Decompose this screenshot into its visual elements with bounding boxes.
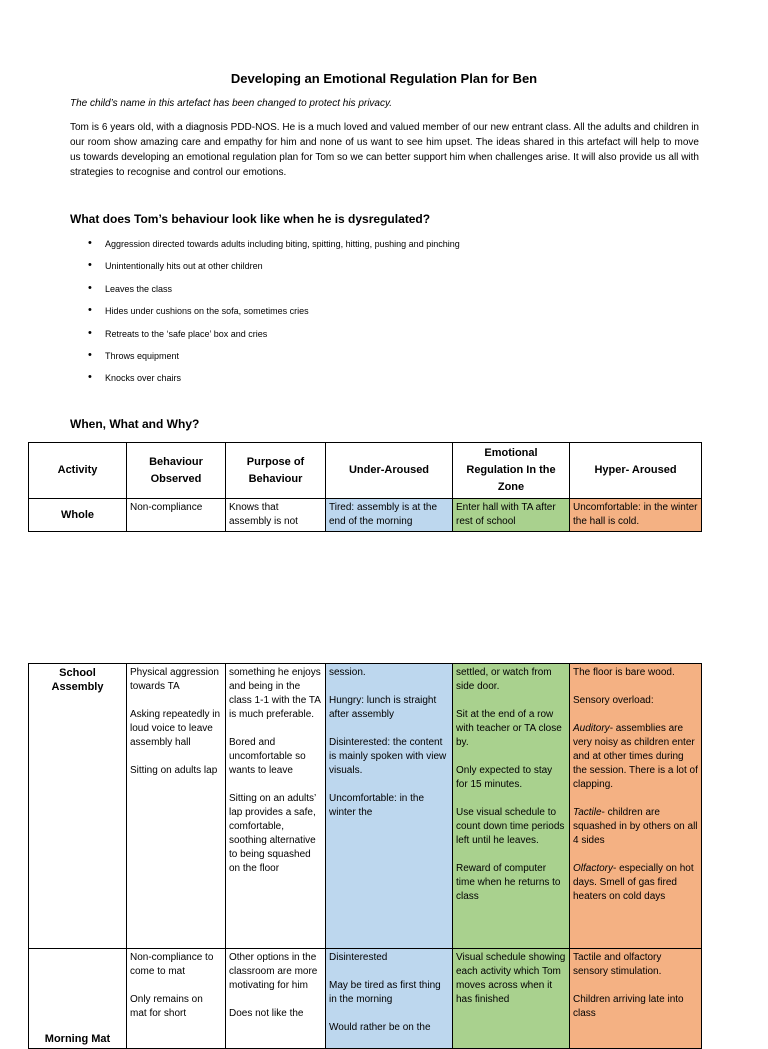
behaviour-table-part1	[28, 442, 702, 532]
section-heading-behaviour: What does Tom’s behaviour look like when he is dysregulated?	[70, 212, 431, 226]
cell-text: Children arriving late into class	[573, 994, 684, 1019]
under-aroused-cell	[326, 949, 453, 1049]
table-row	[29, 499, 702, 532]
cell-text: Bored and uncomfortable so wants to leave	[229, 737, 306, 776]
header-under-aroused: Under-Aroused	[326, 443, 453, 499]
purpose-cell	[226, 664, 326, 949]
cell-text: Uncomfortable: in the winter the	[329, 793, 425, 818]
hyper-aroused-cell	[570, 664, 702, 949]
cell-text: Non-compliance to come to mat	[130, 952, 214, 977]
hyper-aroused-cell	[570, 949, 702, 1049]
activity-cell: Whole	[29, 499, 127, 532]
regulation-cell	[453, 949, 570, 1049]
cell-text: Physical aggression towards TA	[130, 667, 219, 692]
cell-text: Sensory overload:	[573, 695, 654, 706]
cell-text: The floor is bare wood.	[573, 667, 675, 678]
hyper-aroused-cell: Uncomfortable: in the winter the hall is cold.	[570, 499, 702, 532]
purpose-cell	[226, 949, 326, 1049]
list-item: • Aggression directed towards adults including biting, spitting, hitting, pushing and pinching	[88, 237, 460, 259]
cell-text: Use visual schedule to count down time periods left until he leaves.	[456, 807, 565, 846]
cell-text: Only remains on mat for short	[130, 994, 203, 1019]
cell-text: Asking repeatedly in loud voice to leave assembly hall	[130, 709, 221, 748]
auditory-label: Auditory	[573, 723, 610, 734]
cell-text: session.	[329, 667, 366, 678]
activity-cell: Morning Mat	[29, 949, 127, 1049]
cell-text	[573, 722, 698, 792]
behaviour-list	[88, 237, 460, 394]
tactile-text: - children are squashed in by others on all 4 sides	[573, 807, 698, 846]
behaviour-cell: Non-compliance	[127, 499, 226, 532]
table-header-row	[29, 443, 702, 499]
cell-text: Disinterested: the content is mainly spoken with view visuals.	[329, 737, 447, 776]
behaviour-table-part2	[28, 663, 702, 1049]
table-row	[29, 664, 702, 949]
cell-text: Disinterested	[329, 952, 388, 963]
cell-text: Hungry: lunch is straight after assembly	[329, 695, 437, 720]
cell-text: settled, or watch from side door.	[456, 667, 552, 692]
behaviour-cell	[127, 949, 226, 1049]
privacy-note: The child’s name in this artefact has been changed to protect his privacy.	[70, 98, 393, 109]
cell-text: Sit at the end of a row with teacher or TA close by.	[456, 709, 562, 748]
cell-text: Sitting on an adults’ lap provides a safe, comfortable, soothing alternative to being squashed on the floor	[229, 793, 316, 874]
cell-text: Does not like the	[229, 1008, 304, 1019]
cell-text: May be tired as first thing in the morning	[329, 980, 441, 1005]
list-item: • Throws equipment	[88, 349, 460, 371]
cell-text: Visual schedule showing each activity which Tom moves across when it has finished	[456, 952, 566, 1005]
cell-text: Tactile and olfactory sensory stimulation.	[573, 952, 662, 977]
cell-text: Other options in the classroom are more motivating for him	[229, 952, 318, 991]
tactile-label: Tactile	[573, 807, 602, 818]
olfactory-label: Olfactory	[573, 863, 614, 874]
cell-text: Only expected to stay for 15 minutes.	[456, 765, 553, 790]
purpose-cell: Knows that assembly is not	[226, 499, 326, 532]
behaviour-cell	[127, 664, 226, 949]
under-aroused-cell: Tired: assembly is at the end of the morning	[326, 499, 453, 532]
under-aroused-cell	[326, 664, 453, 949]
activity-cell: School Assembly	[29, 664, 127, 949]
table-row	[29, 949, 702, 1049]
cell-text: Reward of computer time when he returns to class	[456, 863, 561, 902]
page-title: Developing an Emotional Regulation Plan for Ben	[230, 71, 538, 86]
cell-text: Sitting on adults lap	[130, 765, 218, 776]
auditory-text: - assemblies are very noisy as children enter and at other times during the session. There is a lot of clapping.	[573, 723, 698, 790]
intro-paragraph: Tom is 6 years old, with a diagnosis PDD-NOS. He is a much loved and valued member of our new entrant class. All the adults and children in our room show amazing care and empathy for him and none of us want to see him upset. The ideas shared in this artefact will help to move us towards developing an emotional regulation plan for Tom so we can better support him when challenges arise. It will also provide us all with strategies to recognise and control our emotions.	[70, 122, 699, 178]
regulation-cell: Enter hall with TA after rest of school	[453, 499, 570, 532]
list-item: • Knocks over chairs	[88, 371, 460, 393]
cell-text	[573, 806, 698, 848]
olfactory-text: - especially on hot days. Smell of gas fired heaters on cold days	[573, 863, 694, 902]
list-item: • Unintentionally hits out at other children	[88, 259, 460, 281]
cell-text	[573, 862, 698, 904]
cell-text: something he enjoys and being in the class 1-1 with the TA is much preferable.	[229, 667, 321, 720]
list-item: • Retreats to the ‘safe place’ box and cries	[88, 327, 460, 349]
header-behaviour: Behaviour Observed	[127, 443, 226, 499]
header-activity: Activity	[29, 443, 127, 499]
list-item: • Hides under cushions on the sofa, sometimes cries	[88, 304, 460, 326]
regulation-cell	[453, 664, 570, 949]
section-heading-when-what-why: When, What and Why?	[70, 417, 200, 431]
cell-text: Would rather be on the	[329, 1022, 431, 1033]
header-regulation: Emotional Regulation In the Zone	[453, 443, 570, 499]
header-purpose: Purpose of Behaviour	[226, 443, 326, 499]
list-item: • Leaves the class	[88, 282, 460, 304]
header-hyper-aroused: Hyper- Aroused	[570, 443, 702, 499]
